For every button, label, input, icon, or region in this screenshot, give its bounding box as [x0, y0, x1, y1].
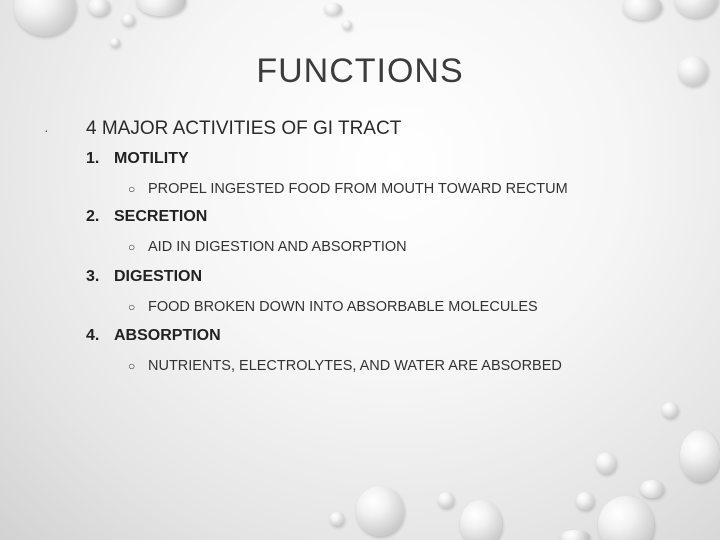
- water-drop-decoration: [14, 0, 76, 36]
- water-drop-decoration: [598, 496, 654, 540]
- list-item-number: 4.: [86, 327, 100, 344]
- water-drop-decoration: [330, 512, 344, 526]
- circle-bullet-icon: ○: [128, 182, 136, 196]
- circle-bullet-icon: ○: [128, 300, 136, 314]
- water-drop-decoration: [438, 492, 454, 508]
- list-item-label: SECRETION: [114, 208, 208, 225]
- water-drop-decoration: [662, 402, 678, 418]
- water-drop-decoration: [680, 430, 720, 482]
- circle-bullet-icon: ○: [128, 359, 136, 373]
- list-item-number: 3.: [86, 268, 100, 285]
- main-bullet-marker: ·: [44, 122, 49, 138]
- water-drop-decoration: [560, 530, 590, 540]
- sub-bullet-text: FOOD BROKEN DOWN INTO ABSORBABLE MOLECULES: [148, 299, 538, 315]
- sub-bullet: [128, 299, 538, 315]
- sub-bullet: [128, 358, 562, 374]
- water-drop-decoration: [356, 486, 404, 536]
- water-drop-decoration: [88, 0, 110, 16]
- list-item-secretion: [86, 208, 207, 226]
- water-drop-decoration: [674, 0, 718, 18]
- list-item-motility: [86, 150, 189, 168]
- slide-title: FUNCTIONS: [256, 52, 464, 90]
- sub-bullet: [128, 181, 568, 197]
- water-drop-decoration: [596, 452, 616, 474]
- list-item-label: DIGESTION: [114, 268, 203, 285]
- list-item-label: MOTILITY: [114, 150, 189, 167]
- water-drop-decoration: [342, 20, 352, 30]
- water-drop-decoration: [122, 14, 135, 26]
- list-item-absorption: [86, 327, 221, 345]
- water-drop-decoration: [460, 500, 502, 540]
- water-drop-decoration: [640, 480, 664, 498]
- water-drop-decoration: [622, 0, 662, 20]
- sub-bullet-text: AID IN DIGESTION AND ABSORPTION: [148, 239, 407, 255]
- main-bullet-text: 4 MAJOR ACTIVITIES OF GI TRACT: [86, 118, 402, 139]
- list-item-number: 1.: [86, 150, 100, 167]
- list-item-number: 2.: [86, 208, 100, 225]
- sub-bullet: [128, 239, 407, 255]
- list-item-digestion: [86, 268, 202, 286]
- sub-bullet-text: PROPEL INGESTED FOOD FROM MOUTH TOWARD RECTUM: [148, 181, 568, 197]
- water-drop-decoration: [136, 0, 186, 16]
- list-item-label: ABSORPTION: [114, 327, 221, 344]
- water-drop-decoration: [110, 38, 120, 47]
- circle-bullet-icon: ○: [128, 240, 136, 254]
- water-drop-decoration: [324, 3, 342, 15]
- sub-bullet-text: NUTRIENTS, ELECTROLYTES, AND WATER ARE ABSORBED: [148, 358, 562, 374]
- water-drop-decoration: [576, 492, 594, 510]
